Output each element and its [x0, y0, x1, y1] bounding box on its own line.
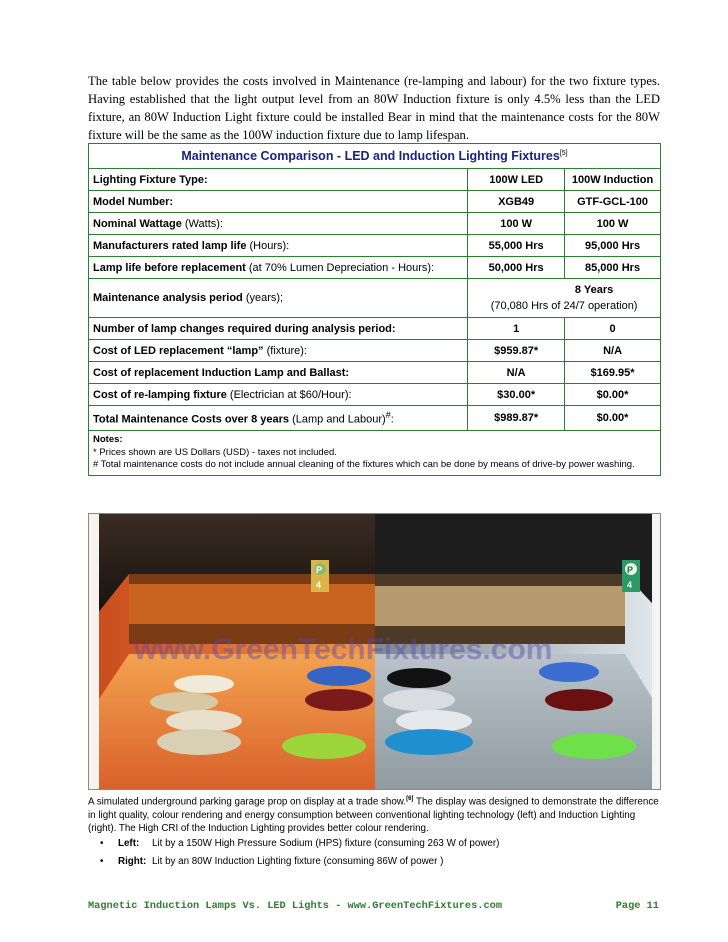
photo-watermark: www.GreenTechFixtures.com [134, 633, 553, 666]
table-row-total: Total Maintenance Costs over 8 years (Lamp and Labour)#: $989.87* $0.00* [89, 406, 661, 431]
table-row: Cost of replacement Induction Lamp and Ballast: N/A $169.95* [89, 362, 661, 384]
bullet-right: • Right: Lit by an 80W Induction Lighting fixture (consuming 86W of power ) [100, 856, 444, 867]
parking-sign-right-number: 4 [627, 580, 633, 590]
table-row: Model Number: XGB49 GTF-GCL-100 [89, 191, 661, 213]
maintenance-comparison-table [88, 143, 661, 476]
footer-title: Magnetic Induction Lamps Vs. LED Lights - www.GreenTechFixtures.com [88, 900, 503, 912]
intro-paragraph: The table below provides the costs involved in Maintenance (re-lamping and labour) for the two fixture types. Having established that the light output level from an 80W Induction fixture is only 4.5% less than the LED fixture, an 80W Induction Light fixture could be installed Bear in mind that the maintenance costs for the 80W fixture will be the same as the 100W induction fixture due to lamp lifespan. [88, 74, 660, 142]
parking-sign-left-letter: P [316, 565, 323, 575]
table-row: Nominal Wattage (Watts): 100 W 100 W [89, 213, 661, 235]
page-number: Page 11 [615, 900, 659, 912]
table-row: Cost of re-lamping fixture (Electrician at $60/Hour): $30.00* $0.00* [89, 384, 661, 406]
parking-sign-right-letter: P [627, 565, 634, 575]
page-footer [88, 900, 661, 912]
table-row: Number of lamp changes required during analysis period: 1 0 [89, 318, 661, 340]
table-title: Maintenance Comparison - LED and Induction Lighting Fixtures[5] [89, 144, 661, 169]
table-row: Lighting Fixture Type: 100W LED 100W Induction [89, 169, 661, 191]
table-row: Cost of LED replacement “lamp” (fixture): $959.87* N/A [89, 340, 661, 362]
photo-caption: A simulated underground parking garage prop on display at a trade show.[6] The display was designed to demonstrate the difference in light quality, colour rendering and energy consumption between conventional lighting technology (left) and Induction Lighting (right). The High CRI of the Induction Lighting provides better colour rendering. [88, 796, 659, 835]
table-notes: Notes: * Prices shown are US Dollars (USD) - taxes not included. # Total maintenance costs do not include annual cleaning of the fixtures which can be done by means of drive-by power washing. [89, 431, 661, 476]
table-row: Lamp life before replacement (at 70% Lumen Depreciation - Hours): 50,000 Hrs 85,000 Hrs [89, 257, 661, 279]
parking-garage-photo [88, 513, 661, 790]
bullet-left: • Left: Lit by a 150W High Pressure Sodium (HPS) fixture (consuming 263 W of power) [100, 838, 500, 849]
table-row-period: Maintenance analysis period (years); 8 Years (70,080 Hrs of 24/7 operation) [89, 279, 661, 318]
parking-sign-left-number: 4 [316, 580, 322, 590]
table-row: Manufacturers rated lamp life (Hours): 55,000 Hrs 95,000 Hrs [89, 235, 661, 257]
bullet-list [100, 835, 499, 871]
